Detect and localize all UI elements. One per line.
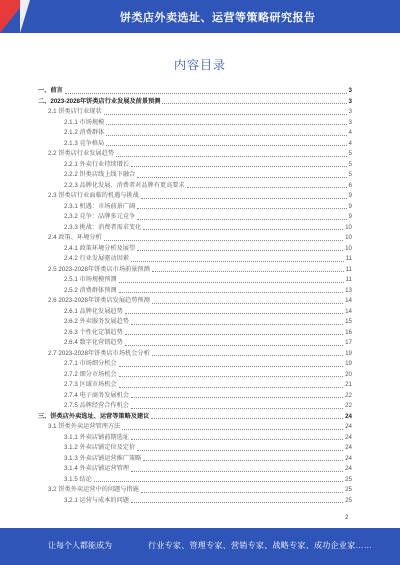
toc-entry-text: 2.5.2 消费群体预测	[64, 286, 117, 294]
toc-entry-page: 4	[348, 129, 352, 136]
toc-leader-dots	[131, 260, 344, 262]
toc-entry[interactable]	[38, 391, 352, 402]
toc-entry[interactable]	[38, 422, 352, 433]
toc-entry[interactable]	[38, 296, 352, 307]
toc-entry-page: 19	[345, 349, 352, 357]
toc-entry-text: 3.1.5 结论	[64, 475, 92, 483]
toc-leader-dots	[152, 302, 343, 304]
toc-entry[interactable]	[38, 412, 352, 423]
toc-entry[interactable]	[38, 149, 352, 160]
toc-entry[interactable]	[38, 223, 352, 234]
toc-entry[interactable]	[38, 212, 352, 223]
toc-entry-page: 15	[345, 318, 352, 325]
toc-entry-page: 25	[345, 486, 352, 493]
toc-leader-dots	[137, 218, 346, 220]
toc-leader-dots	[125, 344, 343, 346]
toc-leader-dots	[131, 165, 347, 167]
toc-entry-text: 一、前言	[38, 87, 63, 94]
toc-entry-page: 3	[348, 87, 352, 94]
toc-entry[interactable]	[38, 202, 352, 213]
toc-entry-page: 3	[348, 108, 352, 115]
toc-entry-page: 22	[345, 391, 352, 399]
toc-entry-text: 3.1 饼类外卖运营管理方法	[48, 423, 121, 430]
toc-entry[interactable]	[38, 107, 352, 118]
toc-leader-dots	[137, 249, 343, 251]
toc-leader-dots	[131, 470, 343, 472]
toc-entry[interactable]	[38, 338, 352, 349]
toc-entry-text: 3.1.4 外卖店铺运营管理	[64, 465, 129, 472]
toc-entry-page: 24	[345, 423, 352, 430]
toc-leader-dots	[119, 365, 344, 367]
toc-entry-text: 3.1.1 外卖店铺前期选址	[64, 433, 129, 441]
toc-leader-dots	[106, 144, 346, 146]
toc-entry-page: 20	[345, 370, 352, 378]
toc-entry[interactable]	[38, 454, 352, 465]
header-white-stripe	[20, 0, 30, 33]
toc-entry-page: 11	[345, 276, 352, 283]
toc-entry[interactable]	[38, 370, 352, 381]
toc-entry-text: 2.2.1 外卖行业持续增长	[64, 160, 129, 168]
toc-leader-dots	[162, 102, 346, 104]
toc-entry-page: 21	[345, 381, 352, 388]
toc-entry[interactable]	[38, 485, 352, 496]
toc-entry[interactable]	[38, 181, 352, 192]
toc-entry-text: 2.2.2 饼类店线上线下融合	[64, 171, 136, 178]
toc-entry-page: 4	[348, 139, 352, 147]
toc-entry-text: 2.7.1 市场细分机会	[64, 360, 117, 367]
toc-entry-page: 9	[348, 192, 352, 199]
toc-leader-dots	[187, 186, 347, 188]
toc-entry-page: 24	[345, 412, 352, 420]
toc-entry-page: 6	[348, 181, 352, 189]
toc-entry-text: 2.6.2 外卖服务发展趋势	[64, 318, 129, 325]
toc-entry-page: 3	[348, 118, 352, 126]
table-of-contents	[38, 86, 352, 506]
toc-entry[interactable]	[38, 244, 352, 255]
toc-entry-text: 2.6.3 个性化定制趋势	[64, 328, 123, 336]
toc-leader-dots	[137, 207, 346, 209]
toc-entry-text: 二、2023-2028年饼类店行业发展及前景预测	[38, 97, 161, 105]
toc-entry[interactable]	[38, 349, 352, 360]
toc-leader-dots	[143, 228, 343, 230]
toc-entry-text: 2.7.2 细分市场机会	[64, 370, 117, 378]
toc-entry-page: 16	[345, 328, 352, 336]
toc-leader-dots	[151, 417, 343, 419]
toc-leader-dots	[131, 438, 343, 440]
toc-entry-page: 10	[345, 234, 352, 241]
toc-entry-text: 三、饼类店外卖选址、运营等策略及建议	[38, 412, 150, 420]
footer-slogan-right: 行业专家、管理专家、营销专家、战略专家、成功企业家……	[148, 541, 373, 550]
toc-leader-dots	[106, 134, 346, 136]
toc-entry-text: 2.7.4 电子商务发展机会	[64, 391, 129, 399]
toc-entry-page: 11	[345, 265, 352, 273]
toc-entry-page: 5	[348, 160, 352, 168]
toc-entry[interactable]	[38, 160, 352, 171]
toc-entry-text: 2.1.1 市场规模	[64, 118, 105, 126]
toc-leader-dots	[125, 312, 343, 314]
toc-entry-page: 5	[348, 150, 352, 157]
toc-entry-text: 2.7.3 区域市场机会	[64, 381, 117, 388]
toc-entry[interactable]	[38, 139, 352, 150]
toc-leader-dots	[131, 323, 343, 325]
toc-entry[interactable]	[38, 307, 352, 318]
toc-entry-text: 2.6.1 品牌化发展趋势	[64, 307, 123, 315]
page-number: 2	[345, 515, 349, 521]
toc-entry-page: 22	[345, 402, 352, 409]
toc-entry-page: 10	[345, 223, 352, 231]
toc-leader-dots	[119, 281, 344, 283]
toc-entry-text: 2.5 2023-2028年饼类店市场前景预测	[48, 265, 150, 273]
toc-entry-text: 2.2 饼类店行业发展趋势	[48, 150, 115, 157]
toc-entry[interactable]	[38, 380, 352, 391]
toc-entry-page: 25	[345, 475, 352, 483]
toc-entry-page: 25	[345, 496, 352, 504]
toc-entry-text: 2.1 饼类店行业现状	[48, 108, 102, 115]
toc-entry[interactable]	[38, 86, 352, 97]
toc-leader-dots	[131, 396, 343, 398]
toc-entry-text: 2.1.2 消费群体	[64, 129, 105, 136]
toc-entry[interactable]	[38, 317, 352, 328]
toc-entry-text: 2.4.1 政策环境分析及展望	[64, 244, 136, 252]
toc-leader-dots	[119, 375, 344, 377]
toc-entry[interactable]	[38, 359, 352, 370]
toc-entry[interactable]	[38, 128, 352, 139]
toc-heading: 内容目录	[173, 58, 226, 72]
toc-entry-page: 9	[348, 202, 352, 210]
toc-leader-dots	[116, 155, 347, 157]
toc-leader-dots	[104, 113, 347, 115]
toc-entry[interactable]	[38, 401, 352, 412]
toc-entry[interactable]	[38, 97, 352, 108]
toc-entry-page: 5	[348, 171, 352, 178]
toc-entry-text: 2.3.1 机遇：市场前景广阔	[64, 202, 136, 210]
toc-entry[interactable]	[38, 475, 352, 486]
toc-entry-page: 13	[345, 286, 352, 294]
toc-entry-page: 24	[345, 444, 352, 451]
toc-leader-dots	[131, 407, 343, 409]
toc-entry[interactable]	[38, 233, 352, 244]
toc-leader-dots	[141, 197, 347, 199]
toc-entry-text: 3.1.2 外卖店铺定位及定价	[64, 444, 136, 451]
toc-leader-dots	[122, 428, 343, 430]
toc-leader-dots	[119, 386, 344, 388]
toc-entry-page: 11	[345, 255, 352, 262]
toc-entry-text: 2.6 2023-2028年饼类店发展趋势预测	[48, 297, 150, 304]
toc-entry[interactable]	[38, 286, 352, 297]
toc-leader-dots	[104, 239, 343, 241]
toc-entry[interactable]	[38, 328, 352, 339]
toc-entry[interactable]	[38, 254, 352, 265]
toc-leader-dots	[125, 333, 343, 335]
toc-entry-page: 19	[345, 360, 352, 367]
toc-entry[interactable]	[38, 496, 352, 507]
toc-leader-dots	[141, 491, 343, 493]
header-bar	[0, 0, 400, 33]
toc-entry[interactable]	[38, 464, 352, 475]
toc-entry-text: 2.2.3 品牌化发展、消费者对品牌有更高要求	[64, 181, 185, 189]
footer-bar	[0, 528, 400, 565]
toc-leader-dots	[137, 449, 343, 451]
toc-entry-text: 2.7.5 品牌经营合作机会	[64, 402, 129, 409]
toc-leader-dots	[152, 270, 344, 272]
toc-leader-dots	[137, 176, 346, 178]
report-title: 饼类店外卖选址、运营等策略研究报告	[120, 12, 316, 24]
toc-entry-page: 24	[345, 465, 352, 472]
toc-leader-dots	[65, 92, 347, 94]
toc-entry-text: 2.4 政策、环境分析	[48, 234, 102, 241]
toc-entry-page: 17	[345, 339, 352, 346]
toc-leader-dots	[106, 123, 346, 125]
toc-entry[interactable]	[38, 170, 352, 181]
toc-leader-dots	[119, 291, 344, 293]
toc-entry-text: 2.3 饼类店行业面临的机遇与挑战	[48, 192, 139, 199]
toc-entry[interactable]	[38, 433, 352, 444]
toc-entry[interactable]	[38, 275, 352, 286]
toc-leader-dots	[152, 354, 343, 356]
toc-leader-dots	[94, 480, 343, 482]
toc-entry[interactable]	[38, 118, 352, 129]
toc-entry[interactable]	[38, 191, 352, 202]
toc-entry-page: 10	[345, 244, 352, 252]
toc-entry-page: 24	[345, 433, 352, 441]
toc-entry-text: 2.5.1 市场规模预测	[64, 276, 117, 283]
toc-entry-page: 24	[345, 454, 352, 462]
toc-entry-text: 2.4.2 行业发展驱动因素	[64, 255, 129, 262]
toc-entry-text: 3.2 饼类外卖运营中的问题与措施	[48, 486, 139, 493]
toc-entry-page: 14	[345, 297, 352, 304]
toc-entry-text: 3.2.1 运营与成本的问题	[64, 496, 129, 504]
toc-entry-text: 2.6.4 数字化营销趋势	[64, 339, 123, 346]
toc-leader-dots	[143, 459, 343, 461]
toc-entry[interactable]	[38, 265, 352, 276]
toc-entry-page: 14	[345, 307, 352, 315]
toc-entry-text: 2.7 2023-2028年饼类店市场机会分析	[48, 349, 150, 357]
toc-entry-text: 2.3.3 挑战：消费者需求变化	[64, 223, 142, 231]
toc-entry-text: 2.1.3 竞争格局	[64, 139, 105, 147]
footer-slogan-left: 让每个人都能成为	[48, 541, 112, 550]
toc-entry-page: 9	[348, 213, 352, 220]
toc-entry-text: 2.3.2 竞争：品牌多元竞争	[64, 213, 136, 220]
toc-entry-page: 3	[348, 97, 352, 105]
toc-entry[interactable]	[38, 443, 352, 454]
toc-entry-text: 3.1.3 外卖店铺运营推广策略	[64, 454, 142, 462]
toc-leader-dots	[131, 501, 343, 503]
